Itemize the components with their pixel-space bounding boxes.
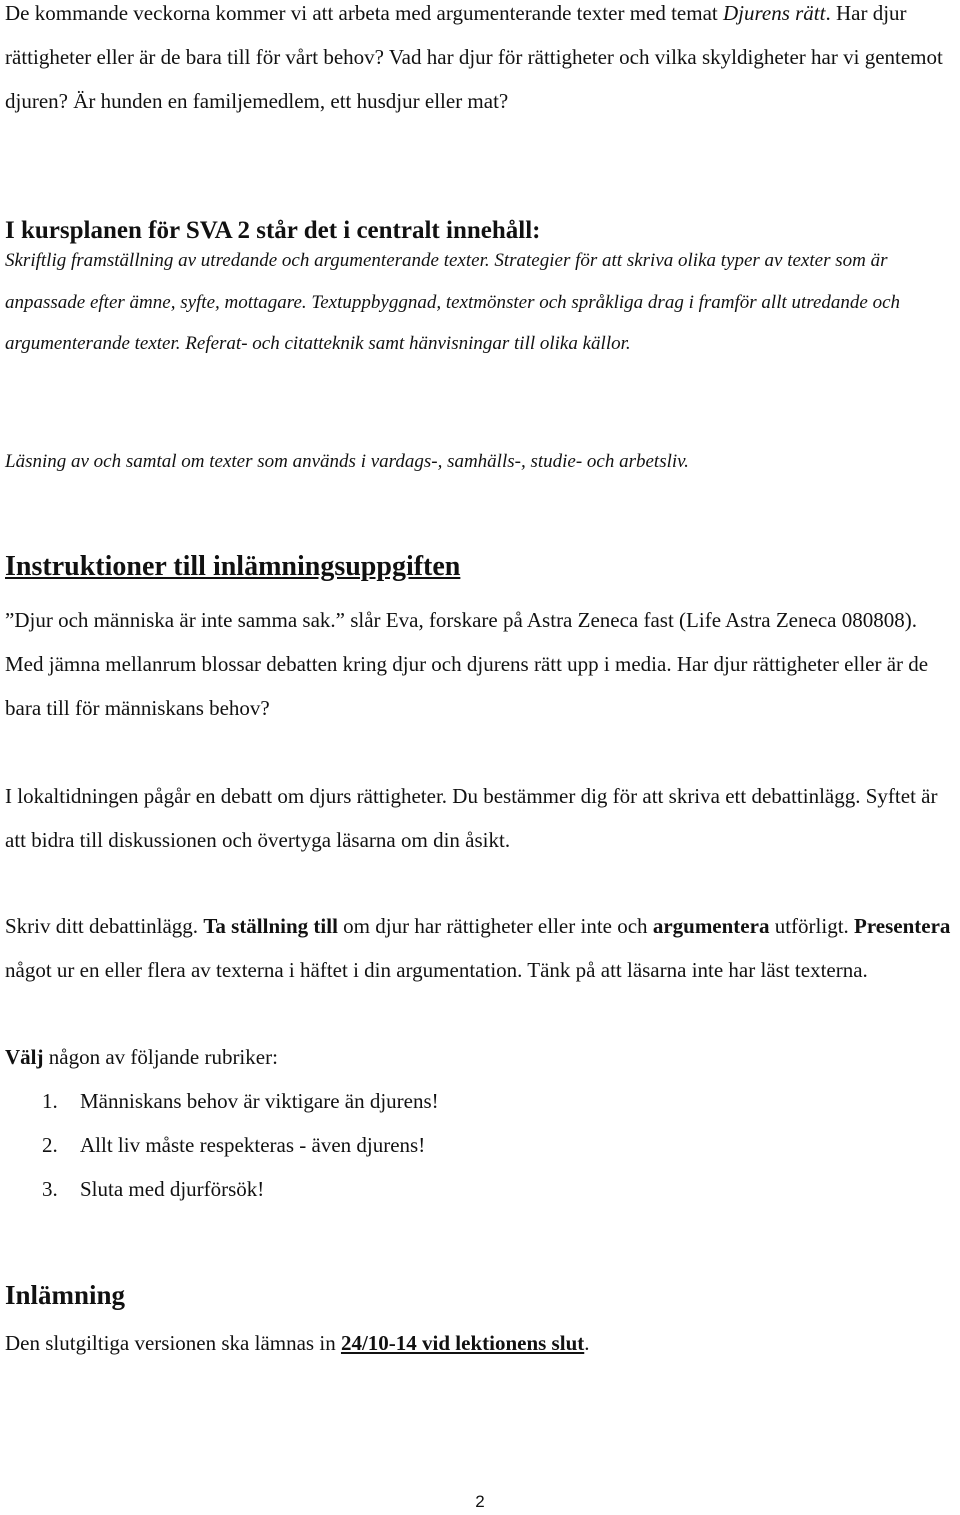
valj-bold: Välj [5, 1045, 44, 1069]
kursplan-heading: I kursplanen för SVA 2 står det i centralt innehåll: [5, 217, 541, 244]
skriv-bold-2: argumentera [652, 914, 770, 938]
list-item-text: Människans behov är viktigare än djurens! [80, 1089, 439, 1113]
list-item [5, 1123, 439, 1167]
page-number: 2 [475, 1492, 485, 1511]
inlamning-paragraph [5, 1321, 590, 1365]
valj-rubrik-line [5, 1035, 278, 1079]
inlamning-end: . [584, 1331, 590, 1355]
citat-paragraph: ”Djur och människa är inte samma sak.” slår Eva, forskare på Astra Zeneca fast (Life Astra Zeneca 080808). Med jämna mellanrum blossar debatten kring djur och djurens rätt upp i media. Har djur rättigheter eller är de bara till för människans behov? [5, 608, 929, 720]
instruktioner-heading: Instruktioner till inlämningsuppgiften [5, 551, 461, 582]
inlamning-text: Den slutgiltiga versionen ska lämnas in [5, 1331, 341, 1355]
lasning-paragraph: Läsning av och samtal om texter som används i vardags-, samhälls-, studie- och arbetsliv. [5, 451, 689, 472]
intro-text-1: De kommande veckorna kommer vi att arbeta med argumenterande texter med temat [5, 1, 723, 25]
intro-paragraph [5, 0, 955, 123]
deadline-date: 24/10-14 vid lektionens slut [340, 1331, 585, 1355]
intro-theme: Djurens rätt [723, 1, 826, 25]
skriv-text-2: om djur har rättigheter eller inte och [337, 914, 653, 938]
skriv-text-3: utförligt. [769, 914, 855, 938]
list-item-number: 2. [42, 1133, 58, 1157]
lokaltidning-paragraph: I lokaltidningen pågår en debatt om djurs rättigheter. Du bestämmer dig för att skriva ett debattinlägg. Syftet är att bidra till diskussionen och övertyga läsarna om din åsikt. [5, 784, 938, 852]
list-item-number: 1. [42, 1089, 58, 1113]
list-item [5, 1079, 439, 1123]
valj-text: någon av följande rubriker: [43, 1045, 278, 1069]
skriv-text-4: något ur en eller flera av texterna i häftet i din argumentation. Tänk på att läsarna inte har läst texterna. [5, 958, 868, 982]
list-item-text: Sluta med djurförsök! [80, 1177, 265, 1201]
intro-text-2: . Har djur rättigheter eller är de bara till för vårt behov? Vad har djur för rättigheter och vilka skyldigheter har vi gentemot djuren? Är hunden en familjemedlem, ett husdjur eller mat? [5, 1, 943, 113]
skriv-paragraph [5, 904, 955, 992]
list-item-text: Allt liv måste respekteras - även djurens! [80, 1133, 426, 1157]
rubrik-list [5, 1079, 439, 1211]
skriv-bold-3: Presentera [854, 914, 951, 938]
skriv-text-1: Skriv ditt debattinlägg. [5, 914, 204, 938]
list-item-number: 3. [42, 1177, 58, 1201]
inlamning-heading: Inlämning [5, 1280, 126, 1310]
skriv-bold-1: Ta ställning till [203, 914, 338, 938]
centralt-innehall: Skriftlig framställning av utredande och argumenterande texter. Strategier för att skriva olika typer av texter som är anpassade efter ämne, syfte, mottagare. Textuppbyggnad, textmönster och språkliga drag i framför allt utredande och argumenterande texter. Referat- och citatteknik samt hänvisningar till olika källor. [5, 250, 901, 355]
list-item [5, 1167, 439, 1211]
